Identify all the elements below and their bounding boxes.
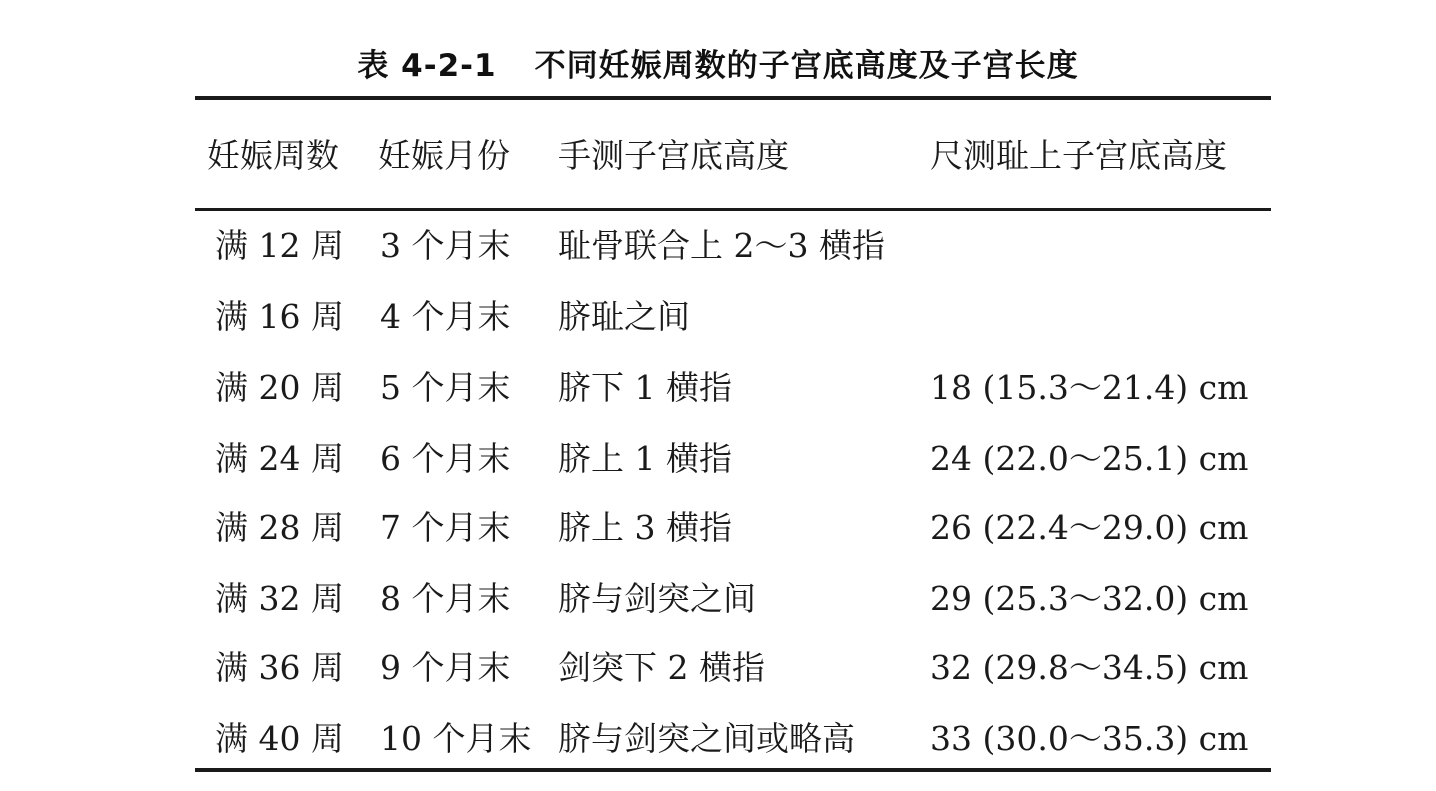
table-title [0,40,1436,85]
cell-months: 3 个月末 [380,226,511,265]
cell-tape-height: 33 (30.0～35.3) cm [930,719,1249,758]
cell-hand-height: 脐上 1 横指 [558,439,732,478]
cell-weeks: 满 24 周 [215,439,344,478]
header-hand-measured-fundal-height: 手测子宫底高度 [558,136,789,175]
cell-tape-height: 26 (22.4～29.0) cm [930,508,1249,547]
cell-weeks: 满 36 周 [215,648,344,687]
cell-months: 6 个月末 [380,439,511,478]
cell-months: 4 个月末 [380,297,511,336]
table-row [0,643,1436,693]
cell-tape-height: 18 (15.3～21.4) cm [930,368,1249,407]
cell-weeks: 满 40 周 [215,719,344,758]
table-number: 表 4-2-1 [357,48,497,84]
cell-hand-height: 剑突下 2 横指 [558,648,765,687]
table-row [0,221,1436,271]
header-gestational-months: 妊娠月份 [378,136,510,175]
cell-months: 10 个月末 [380,719,532,758]
cell-hand-height: 脐上 3 横指 [558,508,732,547]
cell-weeks: 满 20 周 [215,368,344,407]
table-row [0,503,1436,553]
top-rule [195,96,1271,100]
header-tape-measured-fundal-height: 尺测耻上子宫底高度 [930,136,1227,175]
cell-weeks: 满 12 周 [215,226,344,265]
cell-months: 8 个月末 [380,579,511,618]
cell-tape-height: 32 (29.8～34.5) cm [930,648,1249,687]
cell-tape-height: 24 (22.0～25.1) cm [930,439,1249,478]
cell-hand-height: 脐下 1 横指 [558,368,732,407]
table-row [0,574,1436,624]
cell-months: 9 个月末 [380,648,511,687]
table-row [0,363,1436,413]
table-caption: 不同妊娠周数的子宫底高度及子宫长度 [534,48,1079,84]
header-gestational-weeks: 妊娠周数 [207,136,339,175]
table-row [0,714,1436,764]
cell-months: 5 个月末 [380,368,511,407]
bottom-rule [195,768,1271,772]
table-header-row [0,131,1436,181]
cell-hand-height: 脐与剑突之间或略高 [558,719,855,758]
cell-hand-height: 脐耻之间 [558,297,690,336]
table-row [0,434,1436,484]
cell-tape-height: 29 (25.3～32.0) cm [930,579,1249,618]
header-rule [195,208,1271,211]
cell-hand-height: 耻骨联合上 2～3 横指 [558,226,885,265]
cell-weeks: 满 32 周 [215,579,344,618]
cell-weeks: 满 28 周 [215,508,344,547]
cell-months: 7 个月末 [380,508,511,547]
cell-hand-height: 脐与剑突之间 [558,579,756,618]
table-row [0,292,1436,342]
cell-weeks: 满 16 周 [215,297,344,336]
